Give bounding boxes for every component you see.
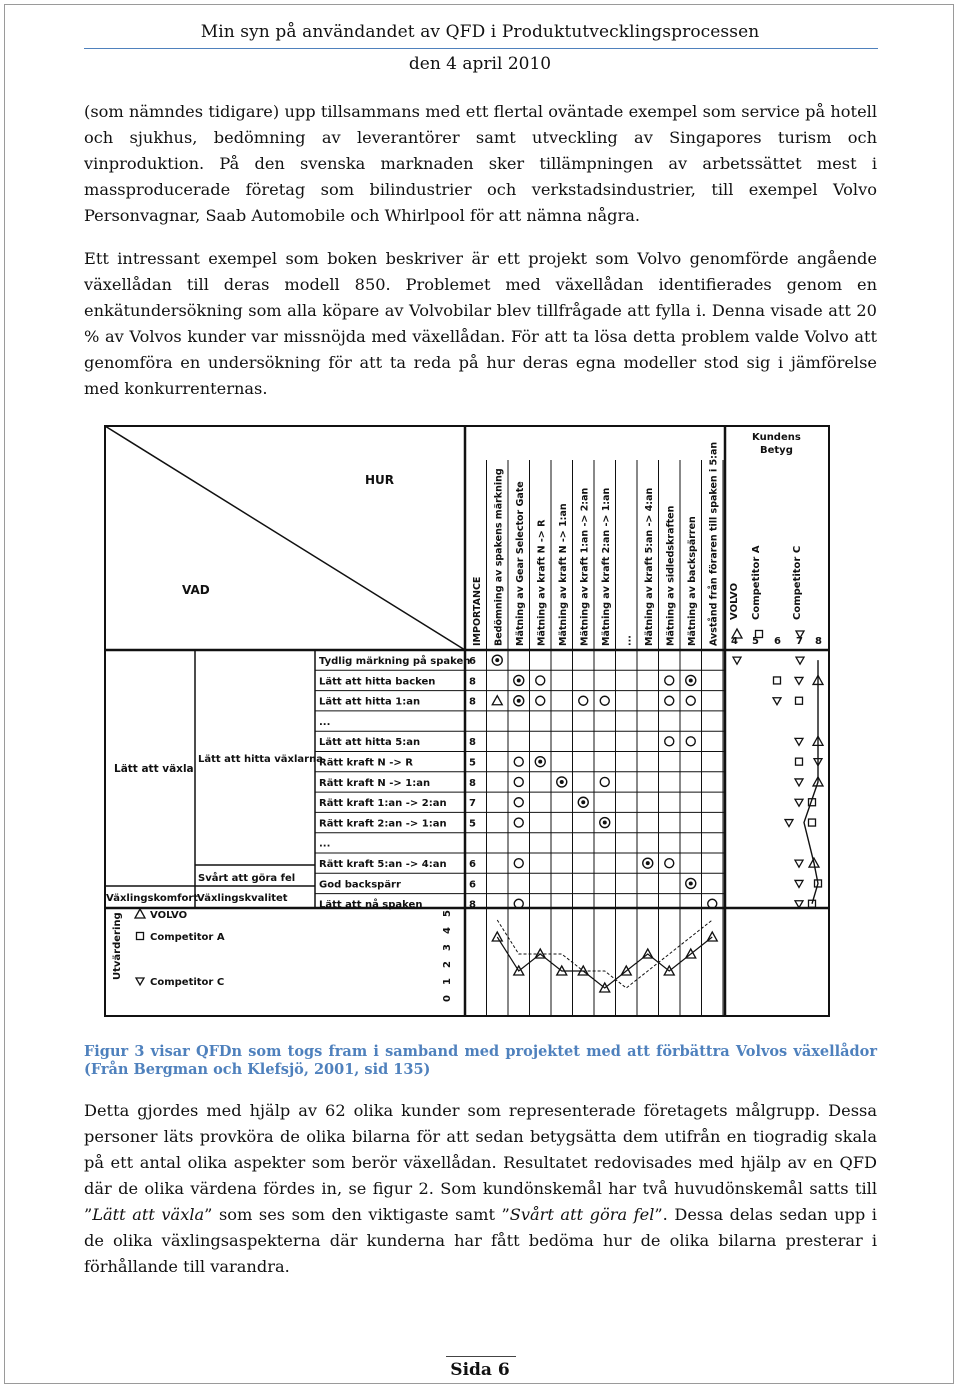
row-label: Lätt att nå spaken (319, 899, 423, 911)
paragraph-3 (84, 1098, 877, 1280)
paragraph-3-part3: ”. Dessa delas sedan upp i de olika växlingsaspekterna där kunderna har fått bedöma hur de olika bilarna presterar i förhållande till varandra. (84, 1205, 877, 1276)
kundens-label: Kundens (752, 432, 801, 443)
legend-symbol (137, 933, 144, 940)
relationship-symbol (686, 878, 696, 888)
row-label: Rätt kraft 1:an -> 2:an (319, 798, 447, 810)
column-header: Mätning av Gear Selector Gate (515, 481, 526, 646)
row-importance: 6 (469, 859, 476, 870)
paragraph-1: (som nämndes tidigare) upp tillsammans med ett flertal oväntade exempel som service på hotell och sjukhus, bedömning av leverantörer samt utveckling av Singapores turism och vinproduktion. På den svenska marknaden sker tillämpningen av arbetssättet mest i massproducerade företag som bilindustrier och verkstadsindustrier, till exempel Volvo Personvagnar, Saab Automobile och Whirlpool för att nämna några. (84, 102, 877, 225)
row-importance: 6 (469, 656, 476, 667)
level2-latt-att-hitta: Lätt att hitta växlarna (198, 754, 323, 765)
row-label: Lätt att hitta backen (319, 676, 436, 688)
figure-caption: Figur 3 visar QFDn som togs fram i samband med projektet med att förbättra Volvos växellådor (Från Bergman och Klefsjö, 2001, sid 135) (84, 1043, 877, 1078)
relationship-symbol (536, 696, 545, 705)
competitor-header: VOLVO (729, 582, 740, 620)
competitor-rating (795, 677, 803, 684)
utvardering-label: Utvärdering (112, 912, 123, 980)
relationship-symbol (686, 696, 695, 705)
scale-number: 2 (442, 961, 453, 968)
relationship-symbol (665, 859, 674, 868)
competitor-header: Competitor C (792, 545, 803, 620)
column-header: Mätning av kraft N -> 1:an (558, 503, 569, 646)
competitor-rating (796, 657, 804, 664)
rating-number: 5 (752, 636, 759, 647)
betyg-label: Betyg (760, 445, 793, 456)
row-label: Rätt kraft 5:an -> 4:an (319, 859, 447, 870)
competitor-rating (733, 657, 741, 664)
legend-label: Competitor C (150, 977, 225, 988)
scale-number: 3 (442, 944, 453, 951)
paragraph-2: Ett intressant exempel som boken beskriver är ett projekt som Volvo genomförde angående växellådan till deras modell 850. Problemet med växellådan identifierades genom en enkätundersökning som alla köpare av Volvobilar blev tillfrågade att fylla i. Denna visade att 20 % av Volvos kunder var missnöjda med växellådan. För att ta lösa detta problem valde Volvo att genomföra en undersökning för att ta reda på hur deras egna modeller stod sig i jämförelse med konkurrenternas. (84, 249, 877, 398)
relationship-symbol (492, 655, 502, 665)
row-label: Lätt att hitta 5:an (319, 737, 421, 749)
level1-vaxlingskomfort: Växlingskomfort (106, 893, 199, 904)
level2-svart-att-gora-fel: Svårt att göra fel (198, 873, 296, 884)
relationship-symbol (665, 737, 674, 746)
competitor-header: Competitor A (751, 545, 762, 620)
competitor-rating (774, 677, 781, 684)
row-importance: 8 (469, 696, 476, 708)
competitor-rating (773, 698, 781, 705)
relationship-symbol (686, 675, 696, 685)
header-rule (84, 48, 878, 49)
row-label: Rätt kraft N -> R (319, 757, 413, 769)
rating-number: 7 (796, 636, 803, 647)
relationship-symbol (514, 696, 524, 706)
relationship-symbol (514, 757, 523, 766)
column-header: Mätning av kraft N -> R (536, 519, 548, 646)
competitor-rating (796, 697, 803, 704)
relationship-symbol (514, 777, 523, 786)
competitor-rating (795, 860, 803, 867)
scale-number: 4 (442, 927, 453, 934)
relationship-symbol (557, 777, 567, 787)
header-title: Min syn på användandet av QFD i Produktutvecklingsprocessen (200, 22, 760, 42)
relationship-symbol (579, 696, 588, 705)
column-header: Mätning av kraft 2:an -> 1:an (601, 487, 612, 646)
header-date: den 4 april 2010 (408, 54, 552, 74)
column-header: Mätning av kraft 1:an -> 2:an (579, 487, 591, 646)
competitor-rating (795, 779, 803, 786)
competitor-rating (795, 738, 803, 745)
legend-symbol (135, 909, 145, 918)
qfd-figure (100, 420, 836, 1020)
level2-vaxlingskvalitet: Växlingskvalitet (197, 893, 288, 904)
relationship-symbol (514, 818, 523, 827)
column-header: Mätning av kraft 5:an -> 4:an (644, 487, 655, 646)
relationship-symbol (600, 696, 609, 705)
competitor-rating (795, 901, 803, 908)
column-header: ... (622, 635, 634, 646)
row-importance: 8 (469, 899, 476, 911)
legend-label: VOLVO (150, 910, 188, 921)
row-importance: 5 (469, 757, 476, 769)
row-importance: 8 (469, 737, 476, 749)
relationship-symbol (514, 675, 524, 685)
column-header: Bedömning av spakens märkning (493, 468, 505, 646)
rating-number: 4 (731, 636, 738, 647)
relationship-symbol (535, 757, 545, 767)
relationship-symbol (514, 859, 523, 868)
column-header: IMPORTANCE (472, 576, 483, 646)
level1-latt-att-vaxla: Lätt att växla (114, 763, 194, 775)
legend-symbol (136, 978, 144, 985)
row-importance: 7 (469, 798, 476, 810)
competitor-rating (795, 799, 803, 806)
rating-number: 8 (815, 636, 822, 647)
paragraph-3-part1: Detta gjordes med hjälp av 62 olika kunder som representerade företagets målgrupp. Dessa personer läts provköra de olika bilarna för att sedan betygsätta dem utifrån en tiogradig skala på ett antal olika aspekter som berör växellådan. Resultatet redovisades med hjälp av en QFD där de olika värdena fördes in, se figur 2. Som kundönskemål har två huvudönskemål satts till ” (84, 1101, 877, 1224)
scale-number: 0 (442, 995, 453, 1002)
relationship-symbol (492, 696, 502, 705)
scale-number: 1 (442, 978, 453, 985)
row-importance: 8 (469, 676, 476, 688)
competitor-rating (796, 758, 803, 765)
paragraph-3-emphasis-1: Lätt att växla (92, 1205, 205, 1224)
row-label: Lätt att hitta 1:an (319, 696, 421, 708)
relationship-symbol (514, 798, 523, 807)
row-label: Rätt kraft 2:an -> 1:an (319, 818, 447, 830)
row-label: ... (319, 716, 331, 728)
row-importance: 8 (469, 777, 476, 789)
row-label: Tydlig märkning på spaken (319, 656, 471, 667)
row-importance: 5 (469, 818, 476, 830)
paragraph-3-part2: ” som ses som den viktigaste samt ” (204, 1205, 510, 1224)
competitor-rating (785, 820, 793, 827)
relationship-symbol (665, 696, 674, 705)
relationship-symbol (686, 737, 695, 746)
eval-point (492, 932, 502, 941)
relationship-symbol (643, 858, 653, 868)
relationship-symbol (600, 818, 610, 828)
legend-label: Competitor A (150, 932, 225, 943)
column-header: Avstånd från föraren till spaken i 5:an (708, 441, 720, 646)
rating-number: 6 (774, 636, 781, 647)
hur-label: HUR (365, 473, 395, 487)
paragraph-3-emphasis-2: Svårt att göra fel (509, 1205, 655, 1224)
relationship-symbol (578, 797, 588, 807)
column-header: Mätning av sidledskraften (665, 505, 677, 646)
row-label: God backspärr (319, 879, 401, 891)
column-header: Mätning av backspärren (687, 516, 698, 646)
page-number: Sida 6 (450, 1360, 510, 1380)
footer-rule (446, 1356, 516, 1357)
relationship-symbol (536, 676, 545, 685)
competitor-rating (795, 880, 803, 887)
competitor-rating (809, 819, 816, 826)
row-importance: 6 (469, 879, 476, 891)
vad-label: VAD (182, 583, 210, 597)
relationship-symbol (665, 676, 674, 685)
relationship-symbol (600, 777, 609, 786)
scale-number: 5 (442, 910, 453, 917)
row-label: Rätt kraft N -> 1:an (319, 777, 431, 789)
row-label: ... (319, 838, 331, 850)
